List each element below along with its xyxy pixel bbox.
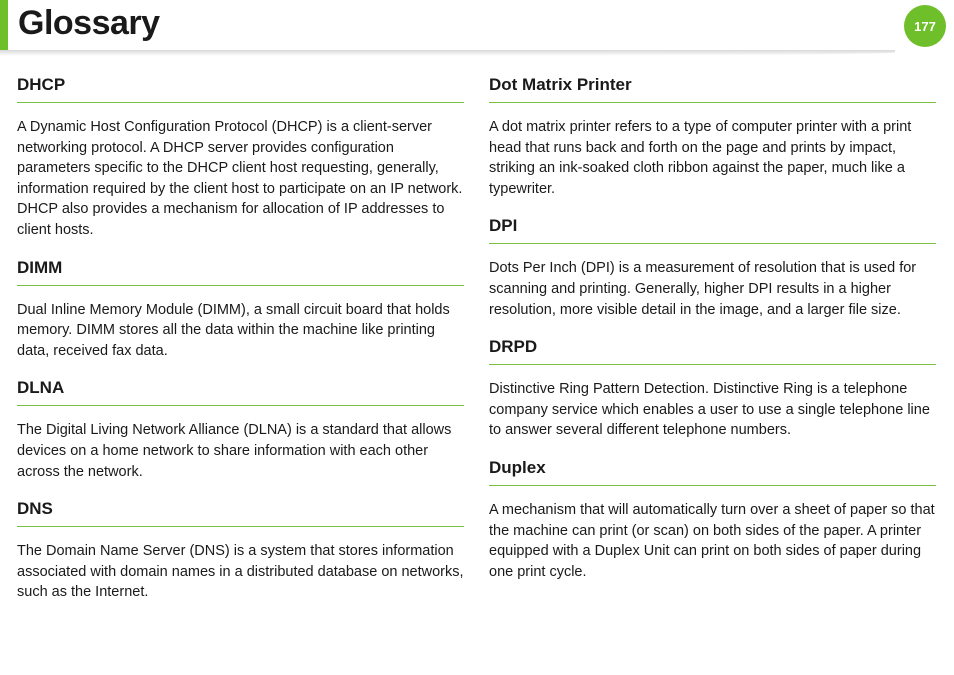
glossary-entry-dhcp — [17, 74, 464, 241]
term-definition: A Dynamic Host Configuration Protocol (DHCP) is a client-server networking protocol. A DHCP server provides configuration parameters specific to the DHCP client host requesting, generally, information required by the client host to participate on an IP network. DHCP also provides a mechanism for allocation of IP addresses to client hosts. — [17, 119, 463, 238]
header-divider — [0, 50, 895, 56]
term-definition: Dual Inline Memory Module (DIMM), a small circuit board that holds memory. DIMM stores all the data within the machine like printing data, received fax data. — [17, 301, 450, 359]
term-heading: Dot Matrix Printer — [489, 74, 936, 103]
term-definition: A dot matrix printer refers to a type of computer printer with a print head that runs back and forth on the page and prints by impact, striking an ink-soaked cloth ribbon against the paper, much like a typewriter. — [489, 119, 912, 197]
glossary-entry-dpi — [489, 215, 936, 320]
term-definition: The Domain Name Server (DNS) is a system that stores information associated with domain names in a distributed database on networks, such as the Internet. — [17, 543, 464, 601]
glossary-entry-dlna — [17, 377, 464, 482]
term-heading: DRPD — [489, 336, 936, 365]
page-number-badge: 177 — [904, 5, 946, 47]
glossary-entry-duplex — [489, 457, 936, 582]
term-heading: DLNA — [17, 377, 464, 406]
term-heading: DIMM — [17, 257, 464, 286]
term-definition: Dots Per Inch (DPI) is a measurement of resolution that is used for scanning and printing. Generally, higher DPI results in a higher resolution, more visible detail in the image, and a larger file size. — [489, 260, 917, 318]
term-heading: DNS — [17, 498, 464, 527]
term-definition: A mechanism that will automatically turn over a sheet of paper so that the machine can print (or scan) on both sides of the paper. A printer equipped with a Duplex Unit can print on both sides of paper during one print cycle. — [489, 501, 935, 580]
term-heading: Duplex — [489, 457, 936, 486]
left-column — [17, 74, 464, 619]
glossary-entry-drpd — [489, 336, 936, 441]
term-definition: The Digital Living Network Alliance (DLNA) is a standard that allows devices on a home network to share information with each other across the network. — [17, 422, 452, 480]
glossary-entry-dimm — [17, 257, 464, 362]
right-column — [489, 74, 936, 598]
page-title: Glossary — [18, 4, 160, 42]
glossary-entry-dot-matrix-printer — [489, 74, 936, 199]
term-heading: DHCP — [17, 74, 464, 103]
header-accent-bar — [0, 0, 8, 52]
term-definition: Distinctive Ring Pattern Detection. Distinctive Ring is a telephone company service which enables a user to use a single telephone line to answer several different telephone numbers. — [489, 381, 930, 439]
term-heading: DPI — [489, 215, 936, 244]
glossary-entry-dns — [17, 498, 464, 603]
